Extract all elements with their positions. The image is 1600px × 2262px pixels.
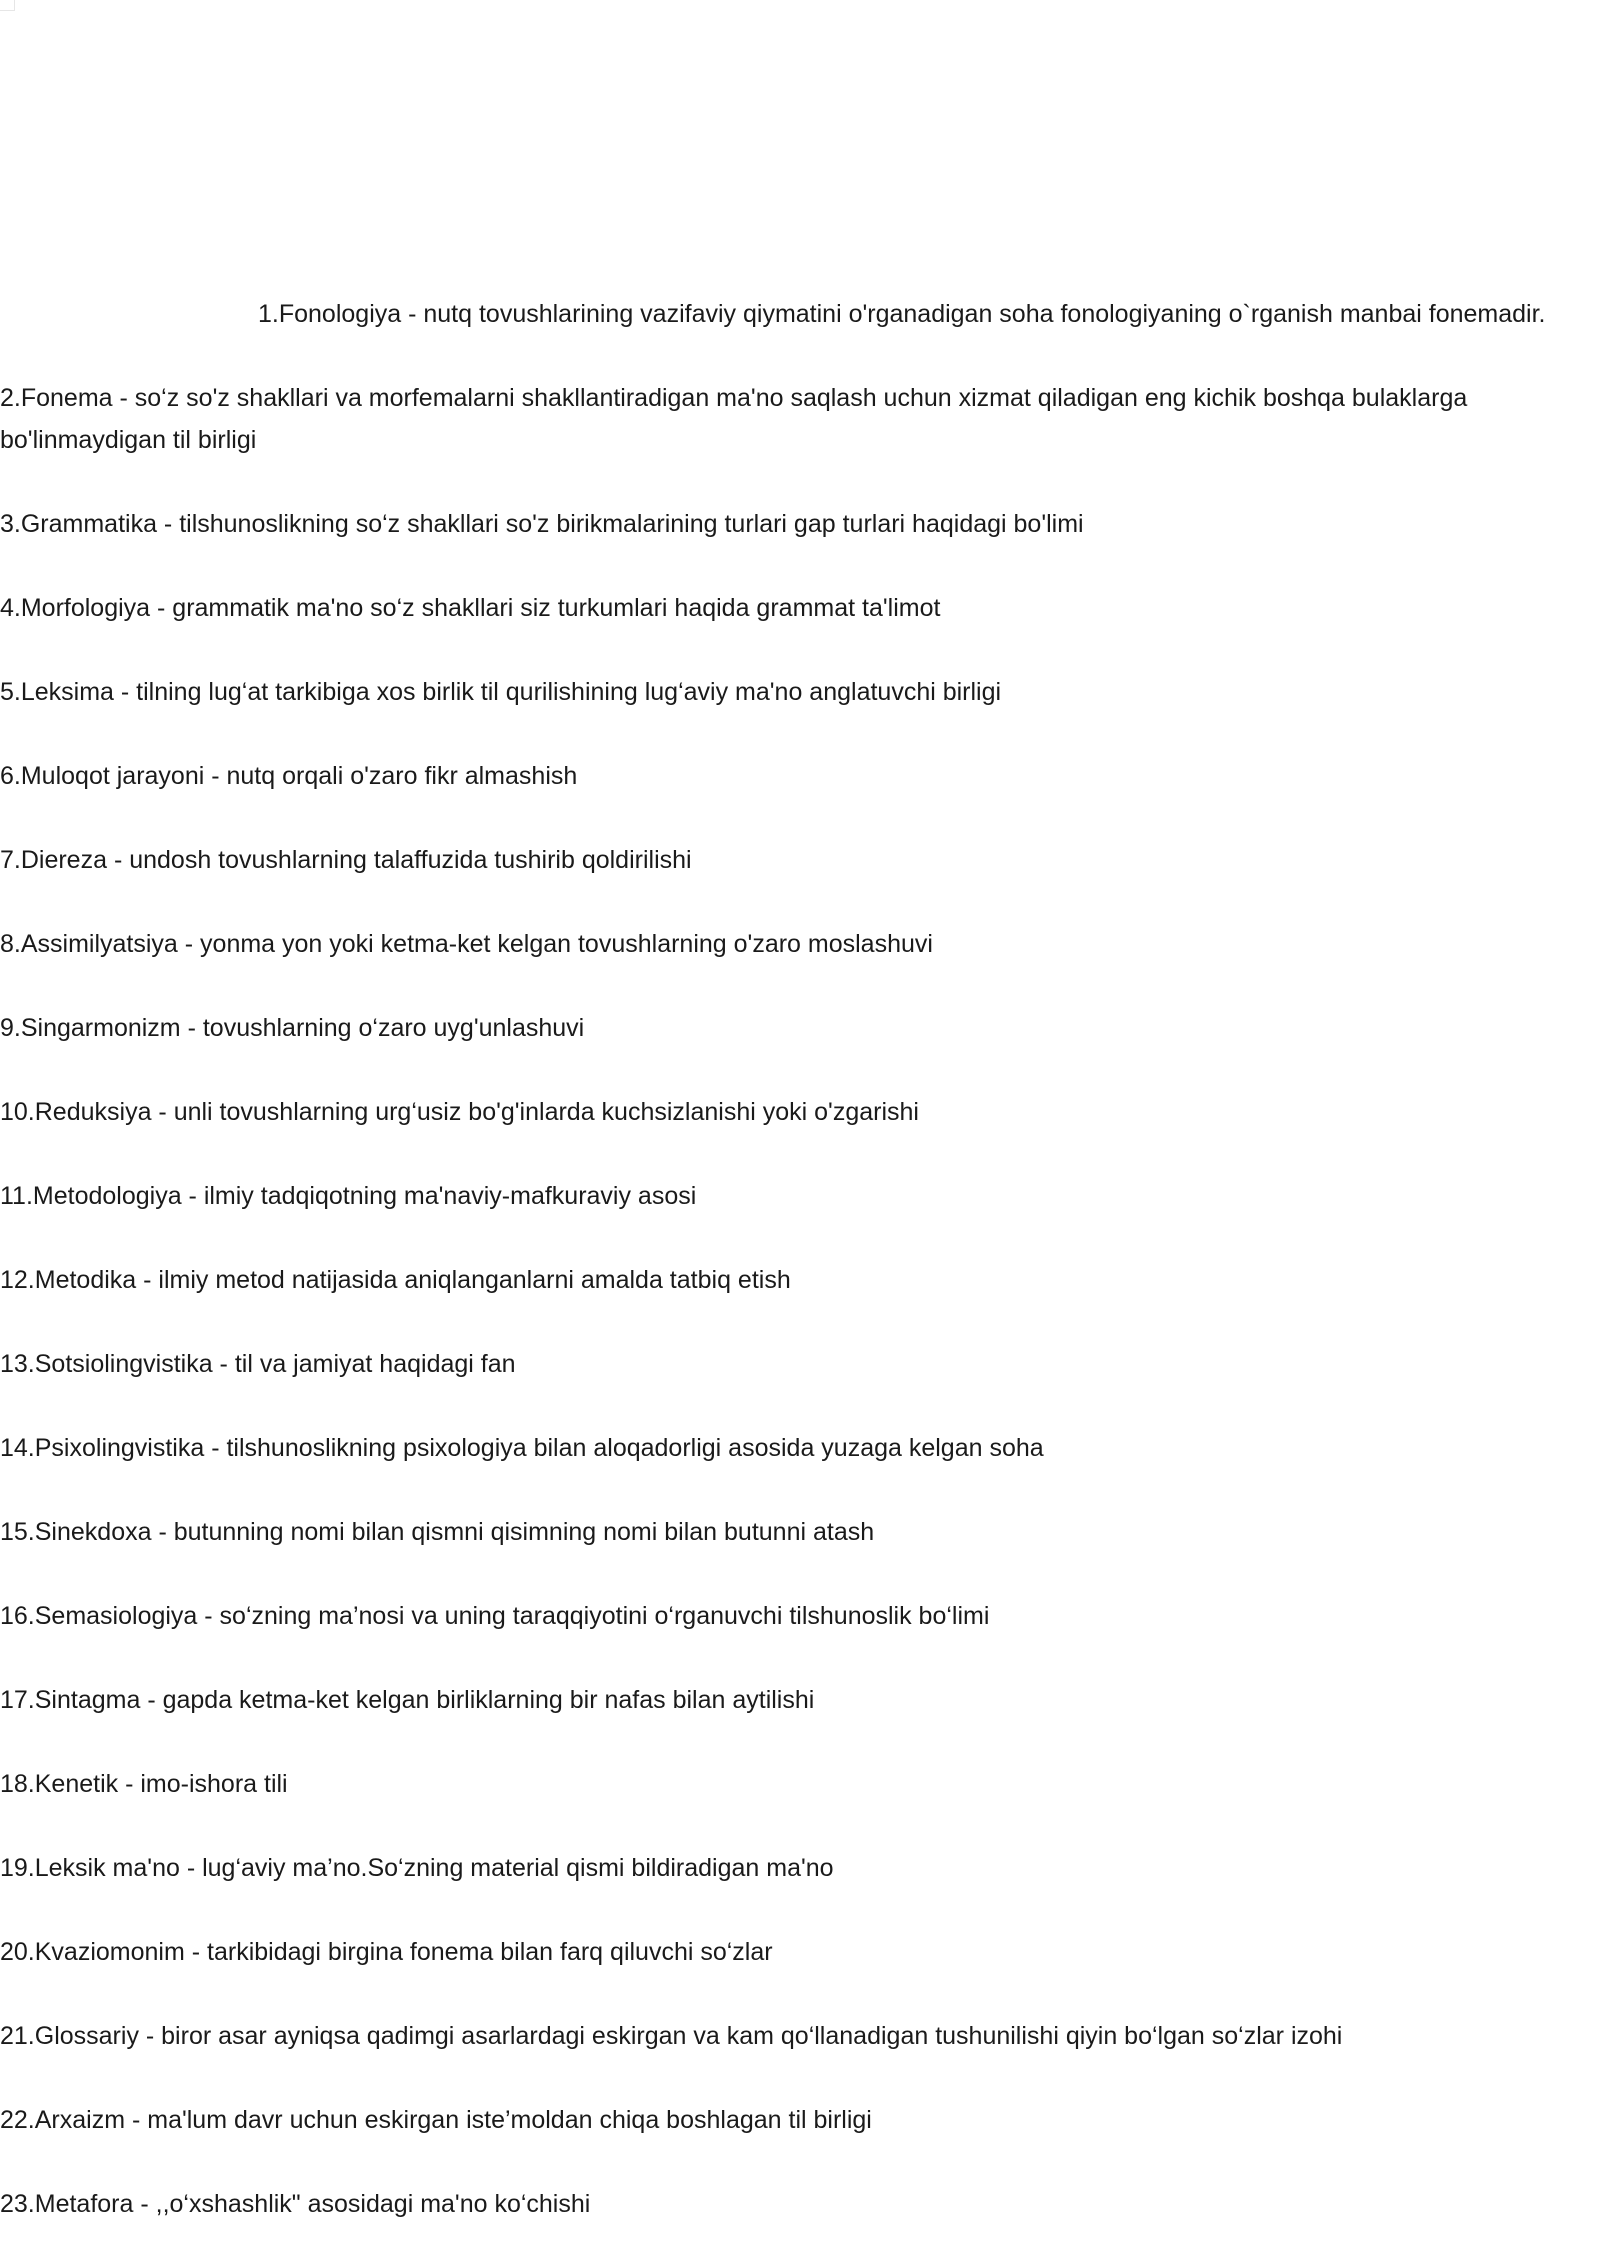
list-item: 8.Assimilyatsiya - yonma yon yoki ketma-ket kelgan tovushlarning o'zaro moslashuvi — [0, 930, 933, 958]
list-item: 5.Leksima - tilning lug‘at tarkibiga xos birlik til qurilishining lug‘aviy ma'no anglatuvchi birligi — [0, 678, 1002, 706]
list-item: 2.Fonema - so‘z so'z shakllari va morfemalarni shakllantiradigan ma'no saqlash uchun xizmat qiladigan eng kichik boshqa bulaklarga bo'linmaydigan til birligi — [0, 384, 1468, 454]
page-corner-mark — [0, 0, 15, 11]
list-item: 12.Metodika - ilmiy metod natijasida aniqlanganlarni amalda tatbiq etish — [0, 1266, 791, 1294]
list-item: 13.Sotsiolingvistika - til va jamiyat haqidagi fan — [0, 1350, 516, 1378]
list-item: 22.Arxaizm - ma'lum davr uchun eskirgan iste’moldan chiqa boshlagan til birligi — [0, 2106, 872, 2134]
list-item: 21.Glossariy - biror asar ayniqsa qadimgi asarlardagi eskirgan va kam qo‘llanadigan tushunilishi qiyin bo‘lgan so‘zlar izohi — [0, 2022, 1343, 2050]
list-item: 3.Grammatika - tilshunoslikning so‘z shakllari so'z birikmalarining turlari gap turlari haqidagi bo'limi — [0, 510, 1084, 538]
list-item: 20.Kvaziomonim - tarkibidagi birgina fonema bilan farq qiluvchi so‘zlar — [0, 1938, 773, 1966]
list-item: 17.Sintagma - gapda ketma-ket kelgan birliklarning bir nafas bilan aytilishi — [0, 1686, 815, 1714]
list-item: 11.Metodologiya - ilmiy tadqiqotning ma'naviy-mafkuraviy asosi — [0, 1182, 697, 1210]
list-item: 14.Psixolingvistika - tilshunoslikning psixologiya bilan aloqadorligi asosida yuzaga kelgan soha — [0, 1434, 1044, 1462]
list-item: 10.Reduksiya - unli tovushlarning urg‘usiz bo'g'inlarda kuchsizlanishi yoki o'zgarishi — [0, 1098, 919, 1126]
list-item: 9.Singarmonizm - tovushlarning o‘zaro uyg'unlashuvi — [0, 1014, 585, 1042]
list-item: 23.Metafora - ,,o‘xshashlik" asosidagi ma'no ko‘chishi — [0, 2190, 591, 2218]
list-item: 7.Diereza - undosh tovushlarning talaffuzida tushirib qoldirilishi — [0, 846, 692, 874]
list-item: 4.Morfologiya - grammatik ma'no so‘z shakllari siz turkumlari haqida grammat ta'limot — [0, 594, 941, 622]
list-item: 16.Semasiologiya - so‘zning ma’nosi va uning taraqqiyotini o‘rganuvchi tilshunoslik bo‘limi — [0, 1602, 990, 1630]
list-item: 15.Sinekdoxa - butunning nomi bilan qismni qisimning nomi bilan butunni atash — [0, 1518, 875, 1546]
list-item: 6.Muloqot jarayoni - nutq orqali o'zaro fikr almashish — [0, 762, 578, 790]
list-item: 18.Kenetik - imo-ishora tili — [0, 1770, 288, 1798]
list-item: 19.Leksik ma'no - lug‘aviy ma’no.So‘zning material qismi bildiradigan ma'no — [0, 1854, 834, 1882]
list-item: 1.Fonologiya - nutq tovushlarining vazifaviy qiymatini o'rganadigan soha fonologiyaning o`rganish manbai fonemadir. — [258, 300, 1546, 328]
